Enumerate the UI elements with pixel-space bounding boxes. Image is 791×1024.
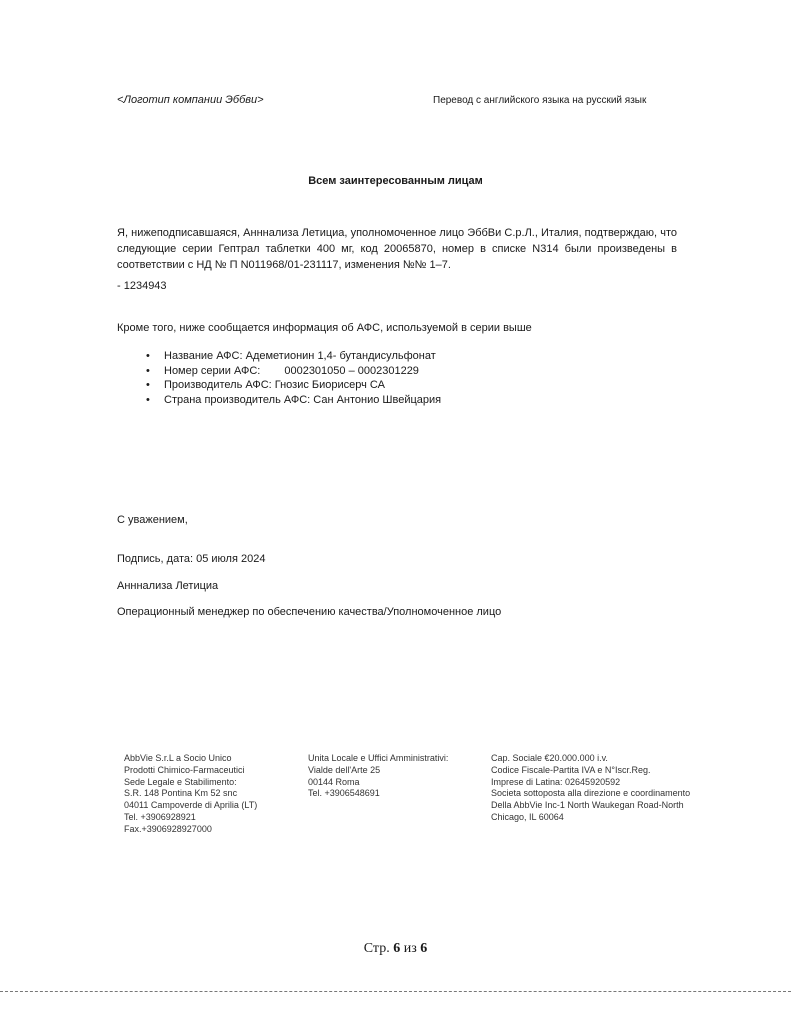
signature-date: Подпись, дата: 05 июля 2024 bbox=[117, 553, 266, 565]
footer-office-info: Unita Locale e Uffici Amministrativi: Vialde dell'Arte 25 00144 Roma Tel. +3906548691 bbox=[308, 753, 449, 799]
batch-number: - 1234943 bbox=[117, 280, 167, 292]
bullet-icon: • bbox=[146, 364, 150, 377]
footer-company-info: AbbVie S.r.L a Socio Unico Prodotti Chimico-Farmaceutici Sede Legale e Stabilimento: S.R. 148 Pontina Km 52 snc 04011 Campoverde di Aprilia (LT) Tel. +3906928921 Fax.+3906928927000 bbox=[124, 753, 258, 834]
list-item: • Номер серии АФС: 0002301050 – 0002301229 bbox=[146, 364, 419, 377]
bullet-icon: • bbox=[146, 350, 150, 362]
company-logo-placeholder: <Логотип компании Эббви> bbox=[117, 94, 264, 106]
api-info-list bbox=[146, 349, 441, 407]
page-number: Стр. 6 из 6 bbox=[363, 941, 428, 956]
list-item: • Название АФС: Адеметионин 1,4- бутандисульфонат bbox=[146, 350, 436, 362]
bullet-icon: • bbox=[146, 379, 150, 391]
translation-note: Перевод с английского языка на русский язык bbox=[433, 95, 647, 106]
signatory-position: Операционный менеджер по обеспечению качества/Уполномоченное лицо bbox=[117, 606, 502, 618]
closing-regards: С уважением, bbox=[117, 514, 188, 526]
page-divider bbox=[0, 991, 791, 992]
confirmation-paragraph: Я, нижеподписавшаяся, Анннализа Летициа, уполномоченное лицо ЭббВи С.р.Л., Италия, подтверждаю, что следующие серии Гептрал таблетки 400 мг, код 20065870, номер в списке N314 были произведены в соответствии с НД № П N011968/01-231117, изменения №№ 1–7. bbox=[117, 227, 677, 271]
bullet-icon: • bbox=[146, 393, 150, 406]
footer-legal-info: Cap. Sociale €20.000.000 i.v. Codice Fiscale-Partita IVA e N°Iscr.Reg. Imprese di Latina: 02645920592 Societa sottoposta alla direzione e coordinamento Della AbbVie Inc-1 North Waukegan Road-North Chicago, IL 60064 bbox=[491, 753, 691, 822]
api-intro: Кроме того, ниже сообщается информация об АФС, используемой в серии выше bbox=[117, 322, 532, 334]
letter-title: Всем заинтересованным лицам bbox=[308, 175, 483, 187]
signatory-name: Анннализа Летициа bbox=[117, 580, 219, 592]
list-item: • Страна производитель АФС: Сан Антонио Швейцария bbox=[146, 393, 442, 406]
list-item: • Производитель АФС: Гнозис Биорисерч СА bbox=[146, 379, 385, 391]
